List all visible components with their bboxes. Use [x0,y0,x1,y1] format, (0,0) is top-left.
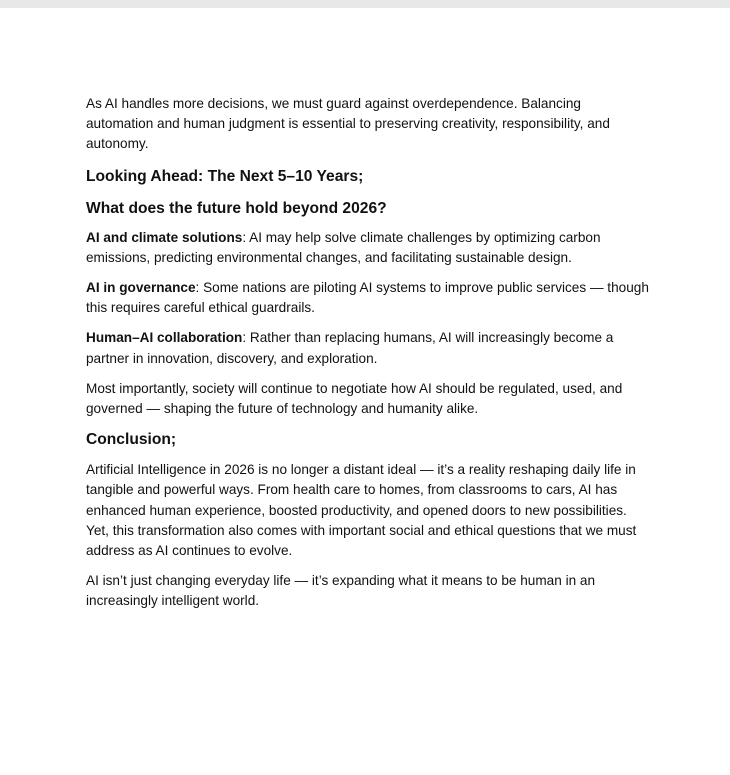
item-collaboration-term: Human–AI collaboration [86,330,243,346]
heading-looking-ahead: Looking Ahead: The Next 5–10 Years; [86,167,364,185]
regulation-paragraph: Most importantly, society will continue to negotiate how AI should be regulated, used, and governed — shaping the future of technology and humanity alike. [86,380,623,417]
item-governance-text: : Some nations are piloting AI systems to improve public services — though this requires careful ethical guardrails. [86,280,649,316]
item-governance [86,278,651,318]
top-scroll-bar [0,0,730,8]
intro-paragraph: As AI handles more decisions, we must guard against overdependence. Balancing automation and human judgment is essential to preserving creativity, responsibility, and autonomy. [86,96,610,152]
item-collaboration-text: : Rather than replacing humans, AI will increasingly become a partner in innovation, discovery, and exploration. [86,330,614,366]
heading-conclusion: Conclusion; [86,431,177,449]
item-climate-text: : AI may help solve climate challenges by optimizing carbon emissions, predicting environmental changes, and facilitating sustainable design. [86,229,601,265]
heading-future: What does the future hold beyond 2026? [86,199,387,217]
item-collaboration [86,328,651,368]
closing-paragraph: AI isn’t just changing everyday life — it’s expanding what it means to be human in an increasingly intelligent world. [86,573,596,609]
conclusion-paragraph: Artificial Intelligence in 2026 is no longer a distant ideal — it’s a reality reshaping daily life in tangible and powerful ways. From health care to homes, from classrooms to cars, AI has enhanced human experience, boosted productivity, and opened doors to new possibilities. Yet, this transformation also comes with important social and ethical questions that we must address as AI continues to evolve. [86,462,637,559]
item-climate-term: AI and climate solutions [86,229,243,245]
document-page [86,94,651,622]
item-governance-term: AI in governance [86,280,196,296]
item-climate [86,228,651,268]
